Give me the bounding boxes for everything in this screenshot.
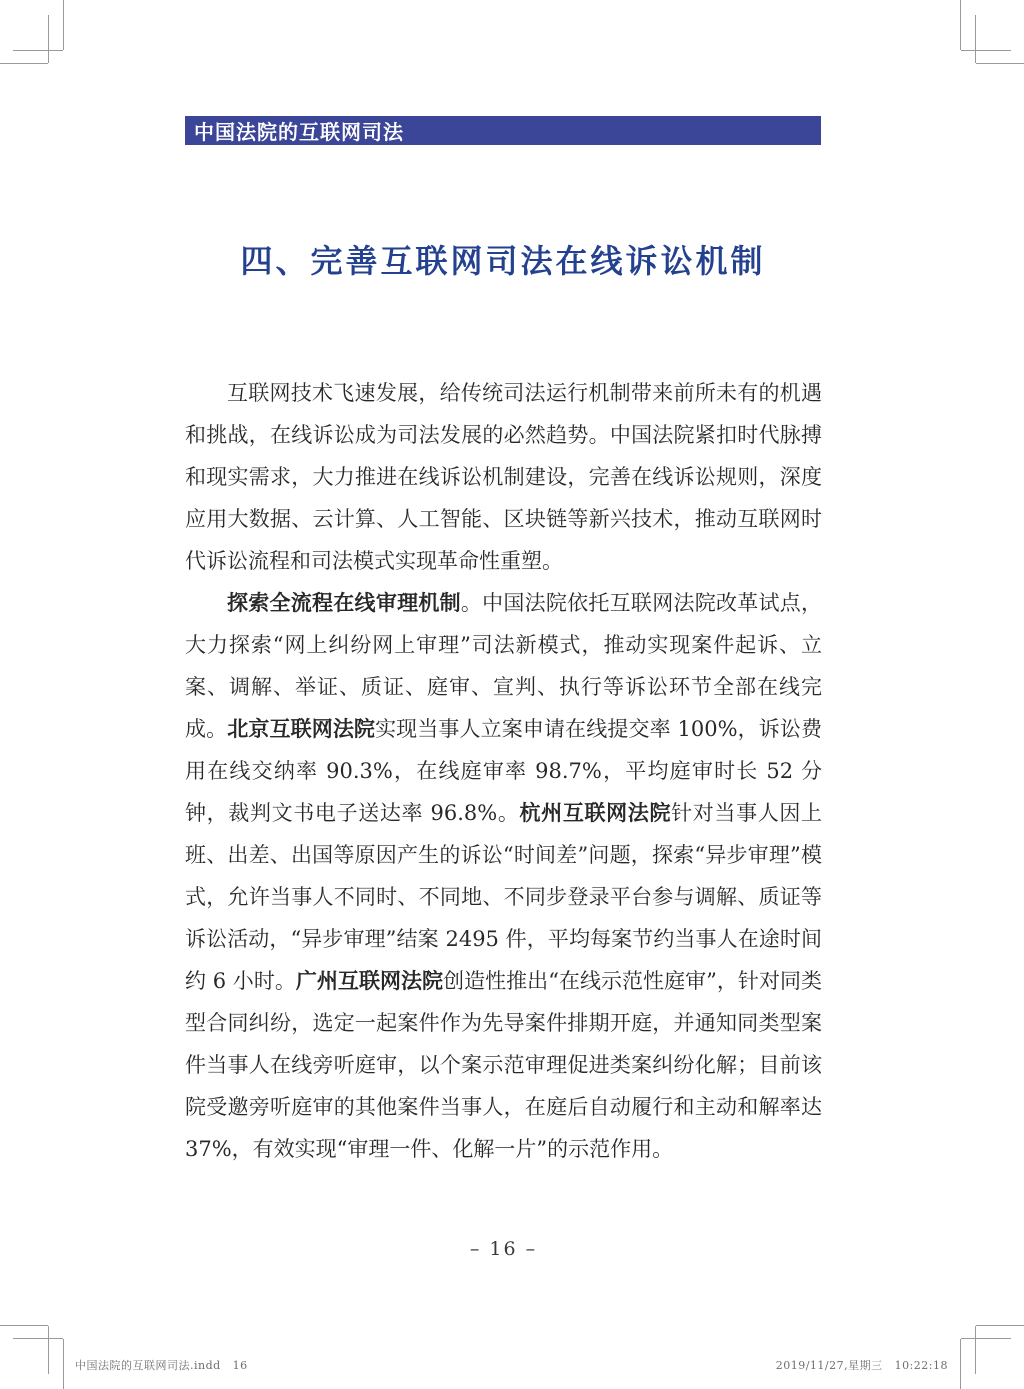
paragraph-intro — [185, 372, 822, 582]
bold-run-beijing-court: 北京互联网法院 — [227, 716, 376, 741]
text-run: 。中国法院依托互联网法院改革试点，大力探索“网上纠纷网上审理”司法新模式，推动实现案件起诉、立案、调解、举证、质证、庭审、宣判、执行等诉讼环节全部在线完成。 — [185, 591, 823, 741]
header-band-label: 中国法院的互联网司法 — [194, 120, 404, 144]
footer-timestamp: 2019/11/27,星期三 10:22:18 — [775, 1359, 948, 1372]
text-run: 实现当事人立案申请在线提交率 100%，诉讼费用在线交纳率 90.3%，在线庭审率 98.7%，平均庭审时长 52 分钟，裁判文书电子送达率 96.8%。 — [185, 717, 822, 825]
bold-run-mechanism: 探索全流程在线审理机制 — [227, 590, 461, 615]
page-title: 四、完善互联网司法在线诉讼机制 — [240, 242, 766, 280]
text-run: 针对当事人因上班、出差、出国等原因产生的诉讼“时间差”问题，探索“异步审理”模式，允许当事人不同时、不同地、不同步登录平台参与调解、质证等诉讼活动，“异步审理”结案 2495 件，平均每案节约当事人在途时间约 6 小时。 — [185, 801, 823, 993]
header-band — [185, 116, 821, 145]
bold-run-guangzhou-court: 广州互联网法院 — [295, 968, 444, 993]
paragraph-online-trial — [185, 582, 822, 1170]
paragraph-intro-text: 互联网技术飞速发展，给传统司法运行机制带来前所未有的机遇和挑战，在线诉讼成为司法发展的必然趋势。中国法院紧扣时代脉搏和现实需求，大力推进在线诉讼机制建设，完善在线诉讼规则，深度应用大数据、云计算、人工智能、区块链等新兴技术，推动互联网时代诉讼流程和司法模式实现革命性重塑。 — [185, 381, 822, 573]
body-text — [185, 372, 822, 1170]
page-number: – 16 – — [469, 1238, 538, 1260]
bold-run-hangzhou-court: 杭州互联网法院 — [519, 800, 672, 825]
text-run: 创造性推出“在线示范性庭审”，针对同类型合同纠纷，选定一起案件作为先导案件排期开庭，并通知同类型案件当事人在线旁听庭审，以个案示范审理促进类案纠纷化解；目前该院受邀旁听庭审的其他案件当事人，在庭后自动履行和主动和解率达 37%，有效实现“审理一件、化解一片”的示范作用。 — [185, 969, 822, 1161]
footer-filename: 中国法院的互联网司法.indd 16 — [75, 1359, 248, 1372]
